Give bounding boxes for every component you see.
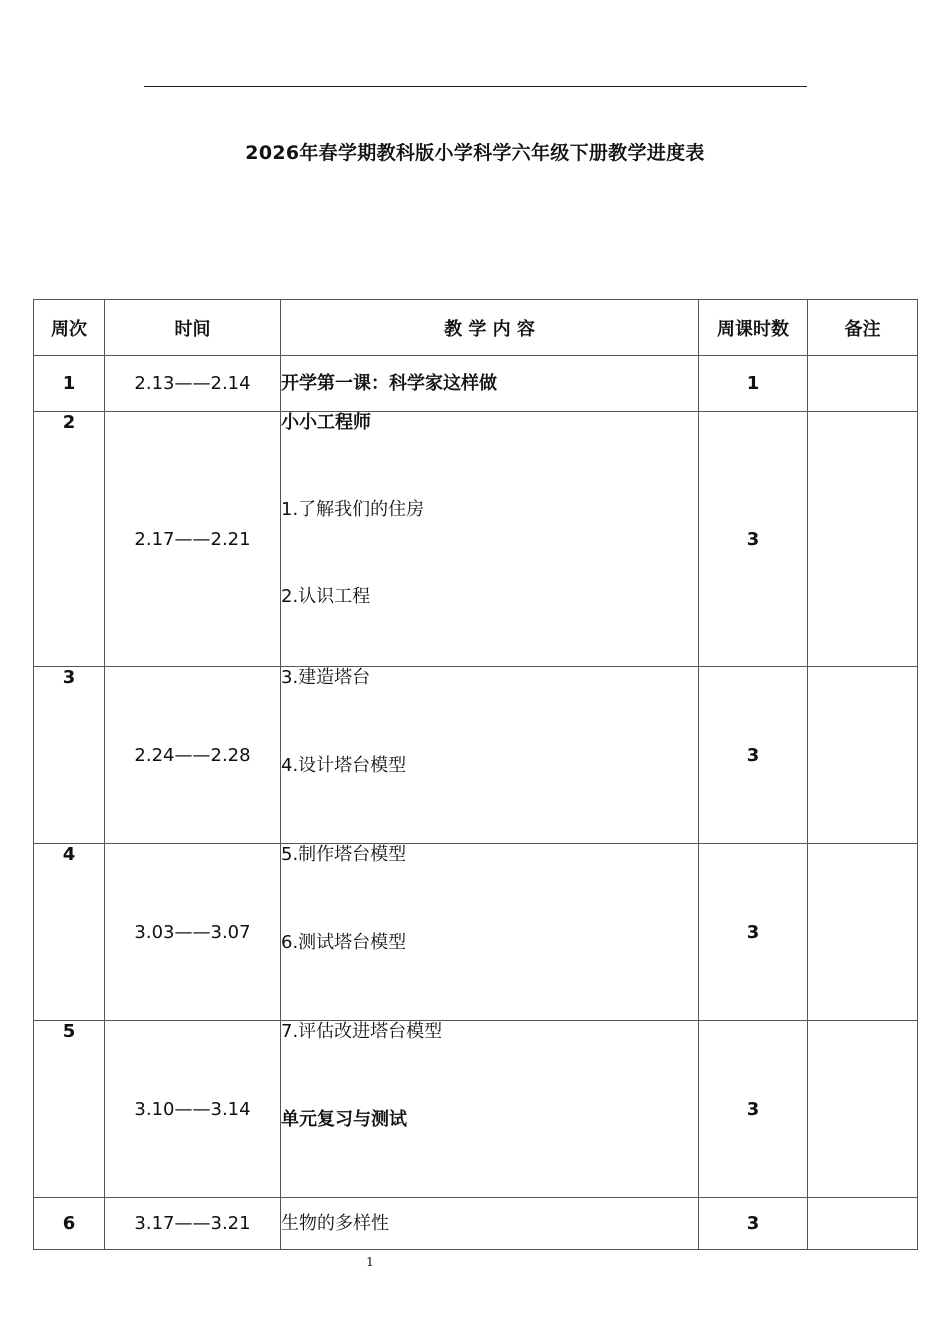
table-row: [34, 667, 918, 844]
content-line: 3.建造塔台: [281, 667, 371, 688]
content-cell: [281, 1021, 699, 1198]
header-time: 时间: [105, 300, 281, 356]
header-content: 教 学 内 容: [281, 300, 699, 356]
content-cell: [281, 1198, 699, 1250]
hours-cell: 3: [699, 844, 808, 1021]
time-cell: 3.17——3.21: [105, 1198, 281, 1250]
week-cell: 1: [34, 356, 105, 412]
content-cell: [281, 356, 699, 412]
time-cell: 2.24——2.28: [105, 667, 281, 844]
notes-cell: [808, 667, 918, 844]
content-line: 6.测试塔台模型: [281, 932, 407, 953]
content-line: 2.认识工程: [281, 586, 371, 607]
notes-cell: [808, 412, 918, 667]
content-line: 生物的多样性: [281, 1212, 389, 1234]
header-notes: 备注: [808, 300, 918, 356]
table-row: [34, 356, 918, 412]
content-line: 5.制作塔台模型: [281, 844, 407, 865]
header-hours: 周课时数: [699, 300, 808, 356]
time-cell: 2.17——2.21: [105, 412, 281, 667]
content-line: 7.评估改进塔台模型: [281, 1021, 443, 1042]
content-line: 单元复习与测试: [281, 1109, 407, 1130]
hours-cell: 3: [699, 412, 808, 667]
table-row: [34, 1198, 918, 1250]
table-header-row: [34, 300, 918, 356]
notes-cell: [808, 1021, 918, 1198]
week-cell: 3: [34, 667, 105, 844]
week-cell: 2: [34, 412, 105, 667]
document-title: 2026年春学期教科版小学科学六年级下册教学进度表: [245, 142, 705, 164]
hours-cell: 3: [699, 1198, 808, 1250]
content-line: 小小工程师: [281, 412, 371, 433]
schedule-table: [33, 299, 918, 1250]
header-week: 周次: [34, 300, 105, 356]
week-cell: 4: [34, 844, 105, 1021]
time-cell: 3.10——3.14: [105, 1021, 281, 1198]
content-cell: [281, 667, 699, 844]
hours-cell: 3: [699, 667, 808, 844]
notes-cell: [808, 356, 918, 412]
content-cell: [281, 412, 699, 667]
top-divider-line: [144, 86, 807, 87]
content-line: 4.设计塔台模型: [281, 755, 407, 776]
time-cell: 3.03——3.07: [105, 844, 281, 1021]
content-line: 1.了解我们的住房: [281, 499, 425, 520]
week-cell: 5: [34, 1021, 105, 1198]
content-line: 开学第一课：科学家这样做: [281, 372, 497, 394]
notes-cell: [808, 844, 918, 1021]
table-row: [34, 412, 918, 667]
page-number: 1: [366, 1255, 374, 1269]
table-row: [34, 1021, 918, 1198]
week-cell: 6: [34, 1198, 105, 1250]
hours-cell: 1: [699, 356, 808, 412]
notes-cell: [808, 1198, 918, 1250]
time-cell: 2.13——2.14: [105, 356, 281, 412]
table-row: [34, 844, 918, 1021]
content-cell: [281, 844, 699, 1021]
hours-cell: 3: [699, 1021, 808, 1198]
